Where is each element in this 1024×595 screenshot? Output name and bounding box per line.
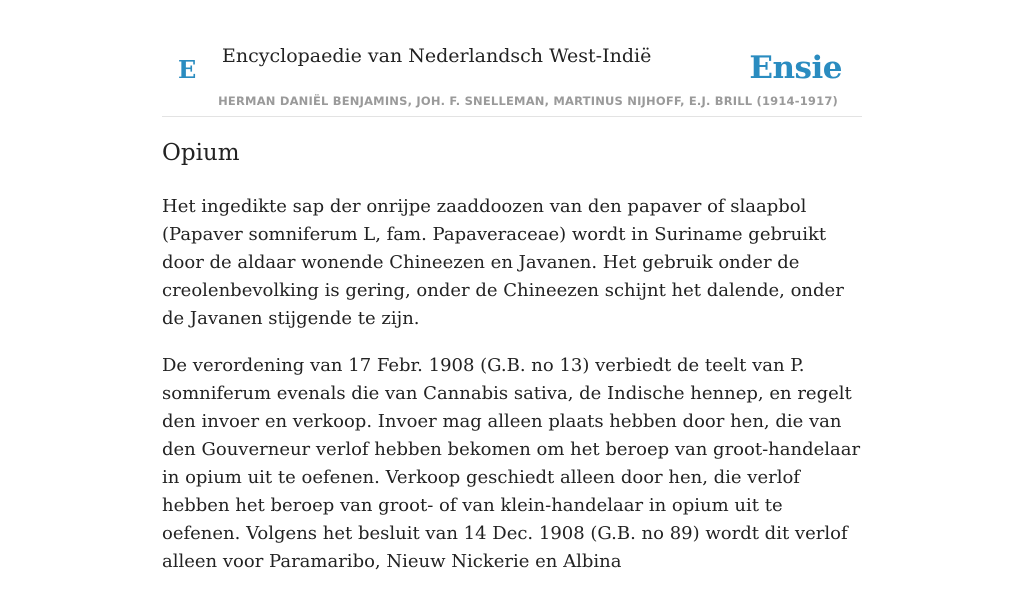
book-title[interactable]: Encyclopaedie van Nederlandsch West-Indië bbox=[222, 45, 652, 67]
header bbox=[162, 0, 862, 117]
page bbox=[162, 0, 862, 572]
article-body bbox=[162, 193, 862, 595]
article-paragraph: De verordening van 17 Febr. 1908 (G.B. no 13) verbiedt de teelt van P. somniferum evenals die van Cannabis sativa, de Indische hennep, en regelt den invoer en verkoop. Invoer mag alleen plaats hebben door hen, die van den Gouverneur verlof hebben bekomen om het beroep van groot-handelaar in opium uit te oefenen. Verkoop geschiedt alleen door hen, die verlof hebben het beroep van groot- of van klein-handelaar in opium uit te oefenen. Volgens het besluit van 14 Dec. 1908 (G.B. no 89) wordt dit verlof alleen voor Paramaribo, Nieuw Nickerie en Albina bbox=[162, 355, 861, 572]
brand-logo[interactable]: Ensie bbox=[749, 50, 842, 86]
article-title: Opium bbox=[162, 140, 240, 166]
authors-line: HERMAN DANIËL BENJAMINS, JOH. F. SNELLEMAN, MARTINUS NIJHOFF, E.J. BRILL (1914-1917) bbox=[218, 94, 838, 108]
logo-icon[interactable]: E bbox=[178, 55, 197, 84]
article-paragraph: Het ingedikte sap der onrijpe zaaddoozen van den papaver of slaapbol (Papaver somniferum L, fam. Papaveraceae) wordt in Suriname gebruikt door de aldaar wonende Chineezen en Javanen. Het gebruik onder de creolenbevolking is gering, onder de Chineezen schijnt het dalende, onder de Javanen stijgende te zijn. bbox=[162, 196, 844, 329]
